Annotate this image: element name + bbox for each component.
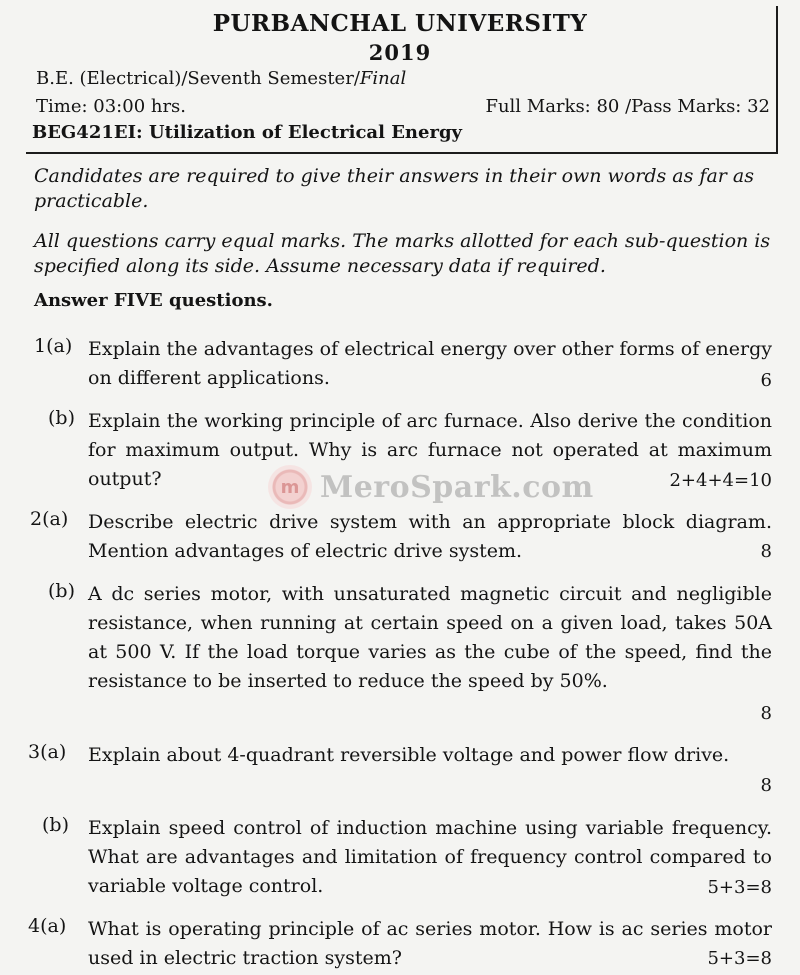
question-label: 2(a): [30, 508, 69, 530]
question-marks: 6: [760, 370, 772, 391]
watermark-text: MeroSpark.com: [320, 469, 594, 505]
program-exam: Final: [359, 68, 407, 89]
question-label: 3(a): [28, 741, 67, 763]
question-text: Explain about 4-quadrant reversible voltage and power flow drive.: [88, 744, 730, 766]
question-marks: 2+4+4=10: [669, 470, 772, 491]
question-text: Explain speed control of induction machine using variable frequency. What are advantages and limitation of frequency control compared to variable voltage control.: [88, 817, 772, 897]
question-text: Explain the working principle of arc furnace. Also derive the condition for maximum output. Why is arc furnace not operated at maximum output?: [88, 410, 772, 490]
question-label: (b): [48, 580, 75, 602]
time-line: Time: 03:00 hrs.: [36, 96, 187, 117]
question-text: A dc series motor, with unsaturated magnetic circuit and negligible resistance, when running at certain speed on a given load, takes 50A at 500 V. If the load torque varies as the cube of the speed, find the resistance to be inserted to reduce the speed by 50%.: [88, 583, 772, 692]
question-label: (b): [42, 814, 69, 836]
course-title: BEG421EI: Utilization of Electrical Energy: [32, 122, 462, 143]
question-label: 1(a): [34, 335, 73, 357]
question-marks: 5+3=8: [707, 877, 772, 898]
question-marks: 5+3=8: [707, 948, 772, 969]
marks-line: Full Marks: 80 /Pass Marks: 32: [485, 96, 770, 117]
program-text: B.E. (Electrical)/Seventh Semester/: [36, 68, 360, 89]
exam-year: 2019: [368, 40, 432, 65]
question-text: Explain the advantages of electrical energy over other forms of energy on different applications.: [88, 338, 772, 389]
answer-five-heading: Answer FIVE questions.: [34, 290, 273, 311]
merospark-logo-icon: m: [268, 465, 312, 509]
question-text: What is operating principle of ac series motor. How is ac series motor used in electric traction system?: [88, 918, 772, 969]
instruction-2: All questions carry equal marks. The marks allotted for each sub-question is specified along its side. Assume necessary data if required.: [34, 230, 771, 277]
question-marks: 8: [760, 775, 772, 796]
merospark-watermark: [268, 462, 594, 512]
instruction-1: Candidates are required to give their answers in their own words as far as practicable.: [34, 165, 754, 212]
question-label: (b): [48, 407, 75, 429]
university-title: PURBANCHAL UNIVERSITY: [212, 10, 588, 37]
question-text: Describe electric drive system with an appropriate block diagram. Mention advantages of electric drive system.: [88, 511, 772, 562]
program-line: [36, 68, 406, 89]
question-marks: 8: [760, 703, 772, 724]
question-label: 4(a): [28, 915, 67, 937]
question-marks: 8: [760, 541, 772, 562]
